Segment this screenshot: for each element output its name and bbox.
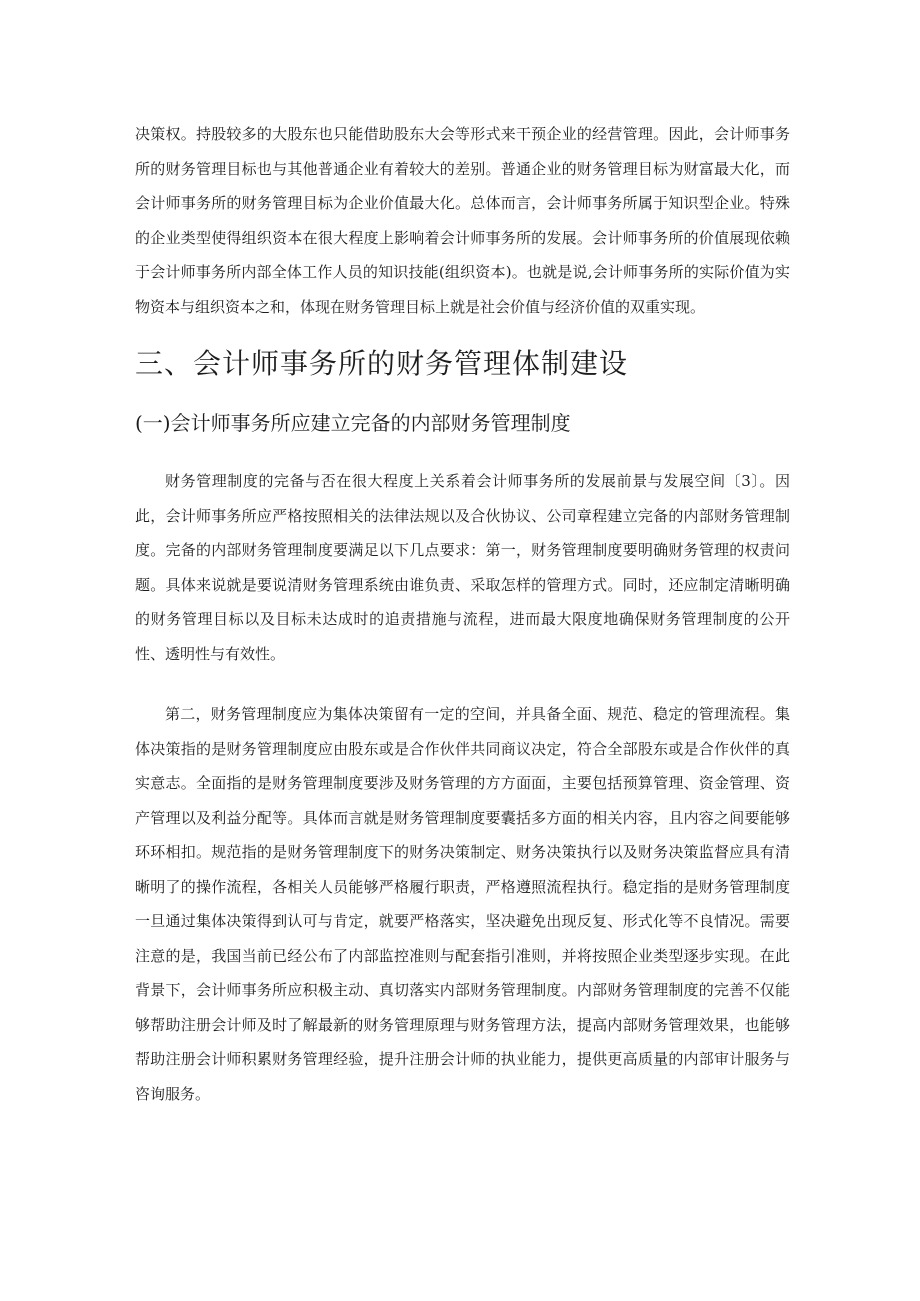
body-paragraph-1: 财务管理制度的完备与否在很大程度上关系着会计师事务所的发展前景与发展空间〔3〕。因此，会计师事务所应严格按照相关的法律法规以及合伙协议、公司章程建立完备的内部财务管理制度。完备的内部财务管理制度要满足以下几点要求：第一，财务管理制度要明确财务管理的权责问题。具体来说就是要说清财务管理系统由谁负责、采取怎样的管理方式。同时，还应制定清晰明确的财务管理目标以及目标未达成时的追责措施与流程，进而最大限度地确保财务管理制度的公开性、透明性与有效性。	[135, 472, 790, 663]
section-heading: 三、会计师事务所的财务管理体制建设	[135, 347, 629, 380]
intro-paragraph: 决策权。持股较多的大股东也只能借助股东大会等形式来干预企业的经营管理。因此，会计师事务所的财务管理目标也与其他普通企业有着较大的差别。普通企业的财务管理目标为财富最大化，而会计师事务所的财务管理目标为企业价值最大化。总体而言，会计师事务所属于知识型企业。特殊的企业类型使得组织资本在很大程度上影响着会计师事务所的发展。会计师事务所的价值展现依赖于会计师事务所内部全体工作人员的知识技能(组织资本)。也就是说,会计师事务所的实际价值为实物资本与组织资本之和，体现在财务管理目标上就是社会价值与经济价值的双重实现。	[135, 125, 790, 316]
body-paragraph-2: 第二，财务管理制度应为集体决策留有一定的空间，并具备全面、规范、稳定的管理流程。集体决策指的是财务管理制度应由股东或是合作伙伴共同商议决定，符合全部股东或是合作伙伴的真实意志。全面指的是财务管理制度要涉及财务管理的方方面面，主要包括预算管理、资金管理、资产管理以及利益分配等。具体而言就是财务管理制度要囊括多方面的相关内容，且内容之间要能够环环相扣。规范指的是财务管理制度下的财务决策制定、财务决策执行以及财务决策监督应具有清晰明了的操作流程，各相关人员能够严格履行职责，严格遵照流程执行。稳定指的是财务管理制度一旦通过集体决策得到认可与肯定，就要严格落实，坚决避免出现反复、形式化等不良情况。需要注意的是，我国当前已经公布了内部监控准则与配套指引准则，并将按照企业类型逐步实现。在此背景下，会计师事务所应积极主动、真切落实内部财务管理制度。内部财务管理制度的完善不仅能够帮助注册会计师及时了解最新的财务管理原理与财务管理方法，提高内部财务管理效果，也能够帮助注册会计师积累财务管理经验，提升注册会计师的执业能力，提供更高质量的内部审计服务与咨询服务。	[135, 705, 790, 1103]
document-body	[135, 117, 790, 1111]
subsection-heading: (一)会计师事务所应建立完备的内部财务管理制度	[135, 411, 571, 435]
